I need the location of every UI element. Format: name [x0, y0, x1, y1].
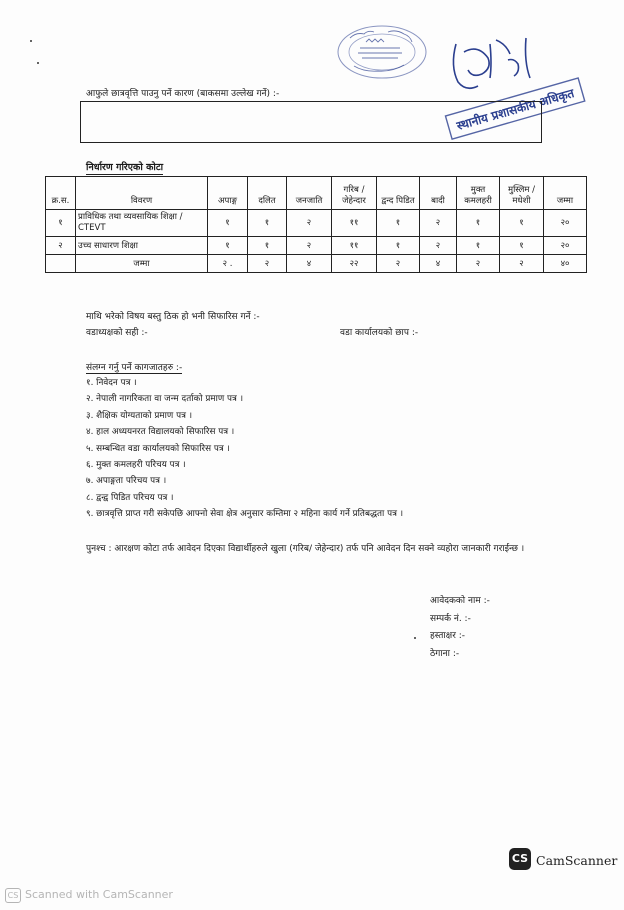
table-cell: २: [420, 210, 457, 237]
table-cell: १: [377, 210, 420, 237]
total-label: जम्मा: [76, 255, 208, 273]
list-item: ४. हाल अध्ययनरत विद्यालयको सिफारिस पत्र ।: [86, 427, 235, 438]
table-row: [46, 210, 587, 237]
list-item: ८. द्वन्द्व पिडित परिचय पत्र ।: [86, 492, 174, 503]
header-muslim-madhesi: मुस्लिम /मधेशी: [500, 177, 544, 210]
address-label: ठेगाना :-: [430, 648, 460, 659]
table-cell: २: [500, 255, 544, 273]
applicant-name-label: आवेदकको नाम :-: [430, 596, 490, 606]
header-total: जम्मा: [544, 177, 587, 210]
table-cell: ११: [332, 210, 377, 237]
table-cell: प्राविधिक तथा व्यवसायिक शिक्षा / CTEVT: [76, 210, 208, 237]
reason-box[interactable]: [80, 101, 542, 143]
applicant-fields: [430, 593, 490, 663]
camscanner-brand: CamScanner: [536, 853, 618, 868]
header-conflict-victim: द्वन्द पिडित: [377, 177, 420, 210]
table-cell: ४: [420, 255, 457, 273]
ward-office-stamp-label: वडा कार्यालयको छाप :-: [340, 328, 419, 338]
scan-speck: [414, 637, 416, 639]
list-item: १. निवेदन पत्र ।: [86, 378, 137, 388]
list-item: २. नेपाली नागरिकता वा जन्म दर्ताको प्रमाण पत्र ।: [86, 394, 244, 405]
list-item: ३. शैक्षिक योग्यताको प्रमाण पत्र ।: [86, 410, 193, 421]
camscanner-small-icon: CS: [5, 888, 21, 903]
handwritten-signature: [453, 38, 530, 88]
table-cell: ११: [332, 237, 377, 255]
list-item: ६. मुक्त कमलहरी परिचय पत्र ।: [86, 459, 186, 470]
header-description: विवरण: [76, 177, 208, 210]
table-cell: १: [377, 237, 420, 255]
header-sn: क्र.स.: [46, 177, 76, 210]
attachments-list: [86, 375, 403, 523]
signature-label: हस्ताक्षर :-: [430, 631, 466, 641]
table-cell: ४०: [544, 255, 587, 273]
header-freed-kamlari: मुक्त कमलहरी: [457, 177, 500, 210]
reason-label: आफुले छात्रवृत्ति पाउनु पर्ने कारण (बाकसमा उल्लेख गर्ने) :-: [86, 89, 280, 99]
table-header-row: [46, 177, 587, 210]
scanned-watermark: [5, 888, 173, 903]
quota-heading: निर्धारण गरिएको कोटा: [86, 162, 164, 173]
table-cell: २: [248, 255, 287, 273]
scan-speck: [30, 40, 32, 42]
table-cell: २०: [544, 237, 587, 255]
header-dalit: दलित: [248, 177, 287, 210]
recommendation-text: माथि भरेको विषय बस्तु ठिक हो भनी सिफारिस गर्ने :-: [86, 312, 260, 322]
table-cell: १: [500, 210, 544, 237]
table-cell: ४: [287, 255, 332, 273]
stamp-text: स्थानीय प्रशासकीय अधिकृत: [455, 86, 576, 133]
list-item: ७. अपाङ्गता परिचय पत्र ।: [86, 476, 167, 487]
table-cell: १: [248, 237, 287, 255]
table-cell: १: [457, 237, 500, 255]
table-cell: उच्च साधारण शिक्षा: [76, 237, 208, 255]
table-cell: १: [208, 237, 248, 255]
list-item: ५. सम्बन्धित वडा कार्यालयको सिफारिस पत्र ।: [86, 443, 230, 454]
scanned-with-text: Scanned with CamScanner: [25, 888, 173, 901]
header-badi: बादी: [420, 177, 457, 210]
header-disabled: अपाङ्ग: [208, 177, 248, 210]
contact-number-label: सम्पर्क नं. :-: [430, 613, 471, 624]
quota-table: [45, 176, 587, 273]
table-cell: २०: [544, 210, 587, 237]
table-cell: २ .: [208, 255, 248, 273]
postscript-note: पुनश्च : आरक्षण कोटा तर्फ आवेदन दिएका विद्यार्थीहरुले खुला (गरिब/ जेहेन्दार) तर्फ पनि आवेदन दिन सक्ने व्यहोरा जानकारी गराईन्छ ।: [86, 544, 525, 554]
table-cell: २: [377, 255, 420, 273]
attachments-heading: संलग्न गर्नु पर्ने कागजातहरु :-: [86, 360, 182, 374]
table-cell: २: [46, 237, 76, 255]
table-cell: १: [500, 237, 544, 255]
header-janajati: जनजाति: [287, 177, 332, 210]
table-cell: २: [287, 237, 332, 255]
ward-chair-signature-label: वडाध्यक्षको सही :-: [86, 328, 148, 338]
table-cell: २: [457, 255, 500, 273]
header-poor-meritorious: गरिब / जेहेन्दार: [332, 177, 377, 210]
camscanner-logo-icon: CS: [509, 848, 531, 870]
table-cell: २२: [332, 255, 377, 273]
table-cell: १: [208, 210, 248, 237]
table-row: [46, 237, 587, 255]
table-cell: १: [46, 210, 76, 237]
scan-speck: [37, 62, 39, 64]
table-cell: [46, 255, 76, 273]
table-cell: १: [457, 210, 500, 237]
office-seal: [330, 20, 430, 82]
table-total-row: [46, 255, 587, 273]
table-cell: १: [248, 210, 287, 237]
table-cell: २: [420, 237, 457, 255]
list-item: ९. छात्रवृत्ति प्राप्त गरी सकेपछि आफ्नो सेवा क्षेत्र अनुसार कम्तिमा २ महिना कार्य गर्ने प्रतिबद्धता पत्र ।: [86, 509, 404, 520]
table-cell: २: [287, 210, 332, 237]
